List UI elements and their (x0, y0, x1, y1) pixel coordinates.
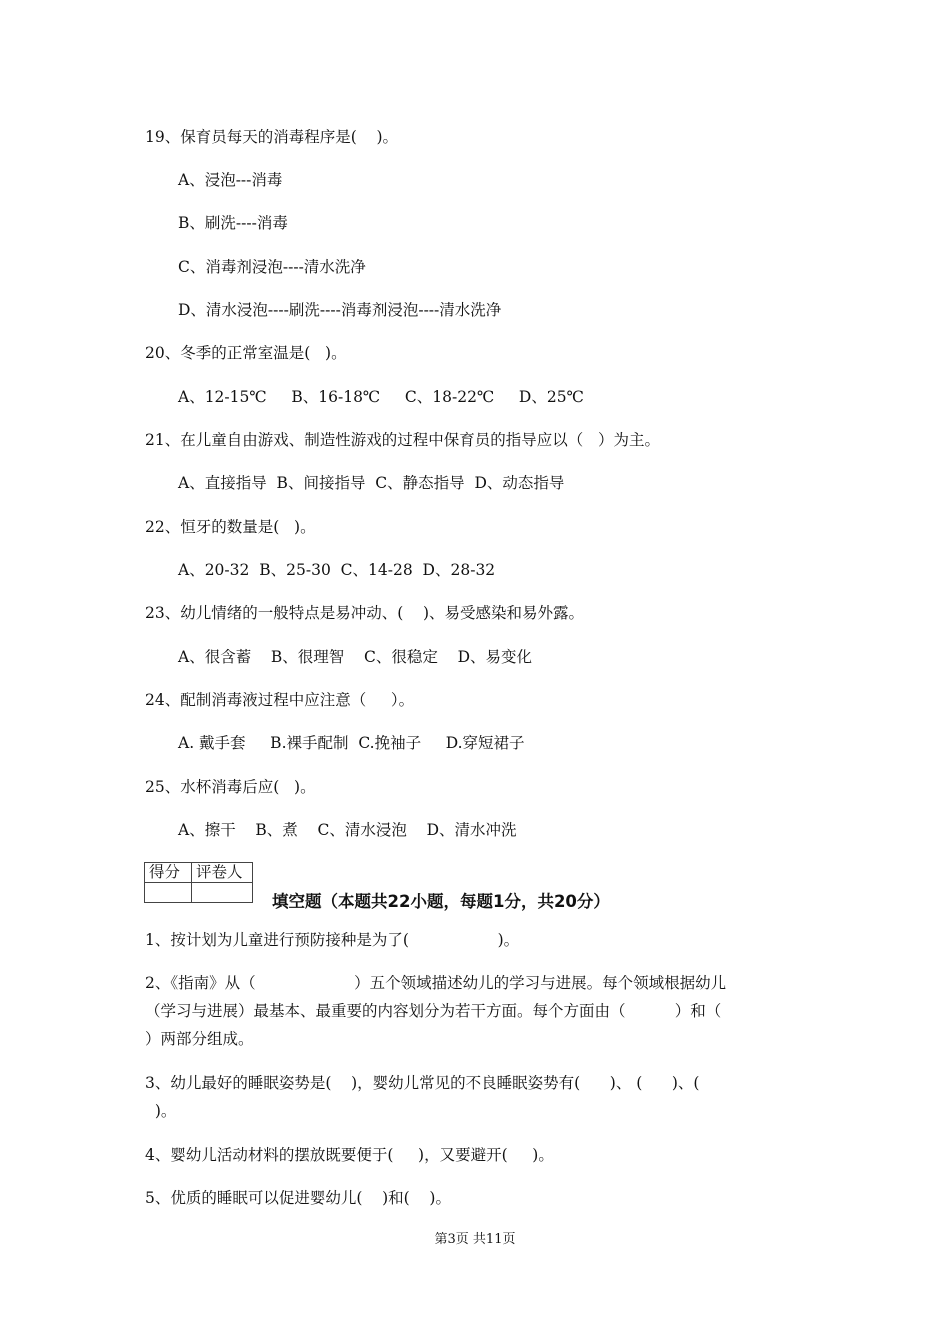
question-23-stem: 23、幼儿情绪的一般特点是易冲动、( )、易受感染和易外露。 (145, 604, 585, 622)
fill-blank-3-line-2: )。 (145, 1102, 177, 1120)
question-22-options: A、20-32 B、25-30 C、14-28 D、28-32 (178, 561, 496, 579)
question-25-options: A、擦干 B、煮 C、清水浸泡 D、清水冲洗 (178, 821, 517, 839)
question-21-stem: 21、在儿童自由游戏、制造性游戏的过程中保育员的指导应以（ ）为主。 (145, 431, 661, 449)
page-footer: 第3页 共11页 (434, 1232, 516, 1247)
question-20-stem: 20、冬季的正常室温是( )。 (145, 344, 347, 362)
score-label: 得分 (145, 863, 192, 883)
score-box (144, 862, 253, 903)
question-19-option-a: A、浸泡---消毒 (178, 171, 283, 189)
question-25-stem: 25、水杯消毒后应( )。 (145, 778, 316, 796)
question-19-option-c: C、消毒剂浸泡----清水洗净 (178, 258, 366, 276)
question-24-stem: 24、配制消毒液过程中应注意（ ）。 (145, 691, 415, 709)
score-cell (145, 883, 192, 903)
fill-blank-5: 5、优质的睡眠可以促进婴幼儿( )和( )。 (145, 1189, 451, 1207)
grader-cell (192, 883, 253, 903)
section-title: 填空题（本题共22小题，每题1分，共20分） (272, 892, 610, 911)
question-19-option-d: D、清水浸泡----刷洗----消毒剂浸泡----清水洗净 (178, 301, 502, 319)
fill-blank-3-line-1: 3、幼儿最好的睡眠姿势是( )，婴幼儿常见的不良睡眠姿势有( )、 ( )、( (145, 1074, 700, 1092)
question-23-options: A、很含蓄 B、很理智 C、很稳定 D、易变化 (178, 648, 532, 666)
fill-blank-2-line-1: 2、《指南》从（ ）五个领域描述幼儿的学习与进展。每个领域根据幼儿 (145, 974, 727, 992)
question-24-options: A. 戴手套 B.裸手配制 C.挽袖子 D.穿短裙子 (178, 734, 525, 752)
question-19-stem: 19、保育员每天的消毒程序是( )。 (145, 128, 399, 146)
question-19-option-b: B、刷洗----消毒 (178, 214, 288, 232)
fill-blank-1: 1、按计划为儿童进行预防接种是为了( )。 (145, 931, 520, 949)
fill-blank-2-line-3: ）两部分组成。 (145, 1030, 254, 1048)
question-20-options: A、12-15℃ B、16-18℃ C、18-22℃ D、25℃ (178, 388, 584, 406)
fill-blank-4: 4、婴幼儿活动材料的摆放既要便于( )，又要避开( )。 (145, 1146, 554, 1164)
grader-label: 评卷人 (192, 863, 253, 883)
question-21-options: A、直接指导 B、间接指导 C、静态指导 D、动态指导 (178, 474, 565, 492)
fill-blank-2-line-2: （学习与进展）最基本、最重要的内容划分为若干方面。每个方面由（ ）和（ (145, 1002, 722, 1020)
question-22-stem: 22、恒牙的数量是( )。 (145, 518, 316, 536)
